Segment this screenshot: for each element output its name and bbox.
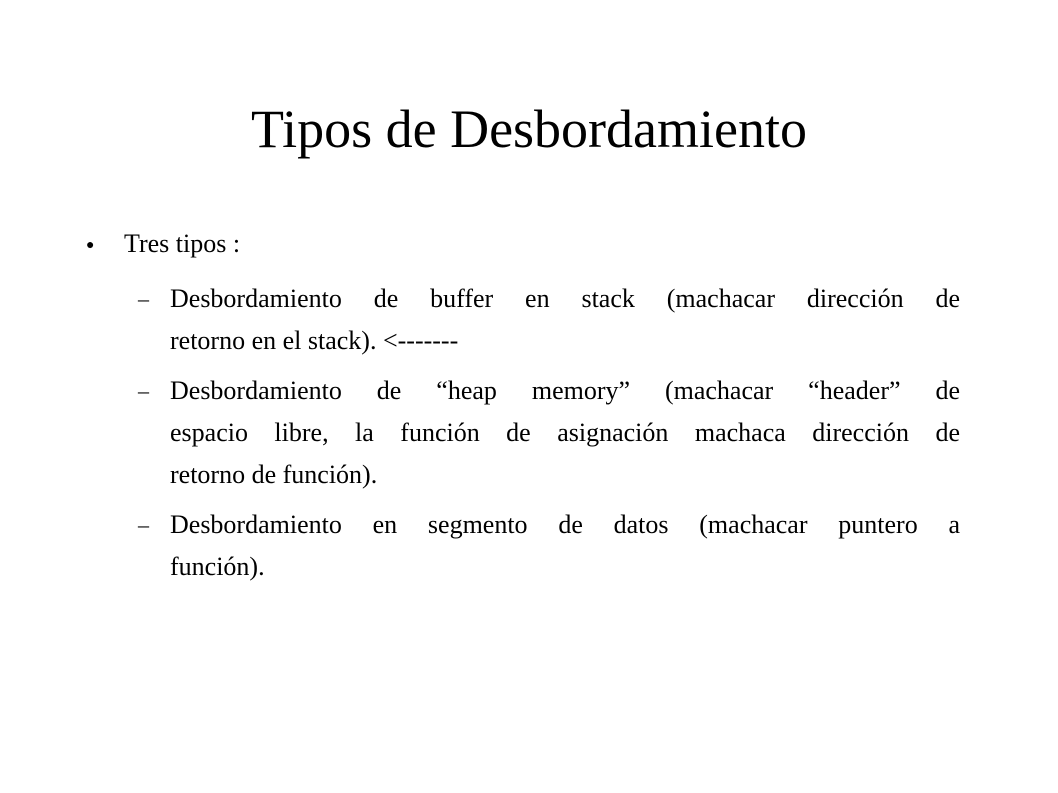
sub-point-1-line-2: retorno en el stack). <------- xyxy=(170,326,459,355)
bullet-icon: ● xyxy=(86,238,95,253)
sub-point-3-line-2: función). xyxy=(170,552,265,581)
dash-icon: – xyxy=(138,286,149,311)
sub-point-2-line-2: espacio libre, la función de asignación machaca dirección de xyxy=(170,418,960,447)
slide-title: Tipos de Desbordamiento xyxy=(251,99,807,159)
sub-point-2-line-1: Desbordamiento de “heap memory” (machacar “header” de xyxy=(170,376,960,405)
sub-point-2-line-3: retorno de función). xyxy=(170,460,378,489)
dash-icon: – xyxy=(138,378,149,403)
sub-point-3-line-1: Desbordamiento en segmento de datos (machacar puntero a xyxy=(170,510,960,539)
main-point-text: Tres tipos : xyxy=(124,229,241,258)
dash-icon: – xyxy=(138,512,149,537)
sub-point-1-line-1: Desbordamiento de buffer en stack (machacar dirección de xyxy=(170,284,960,313)
